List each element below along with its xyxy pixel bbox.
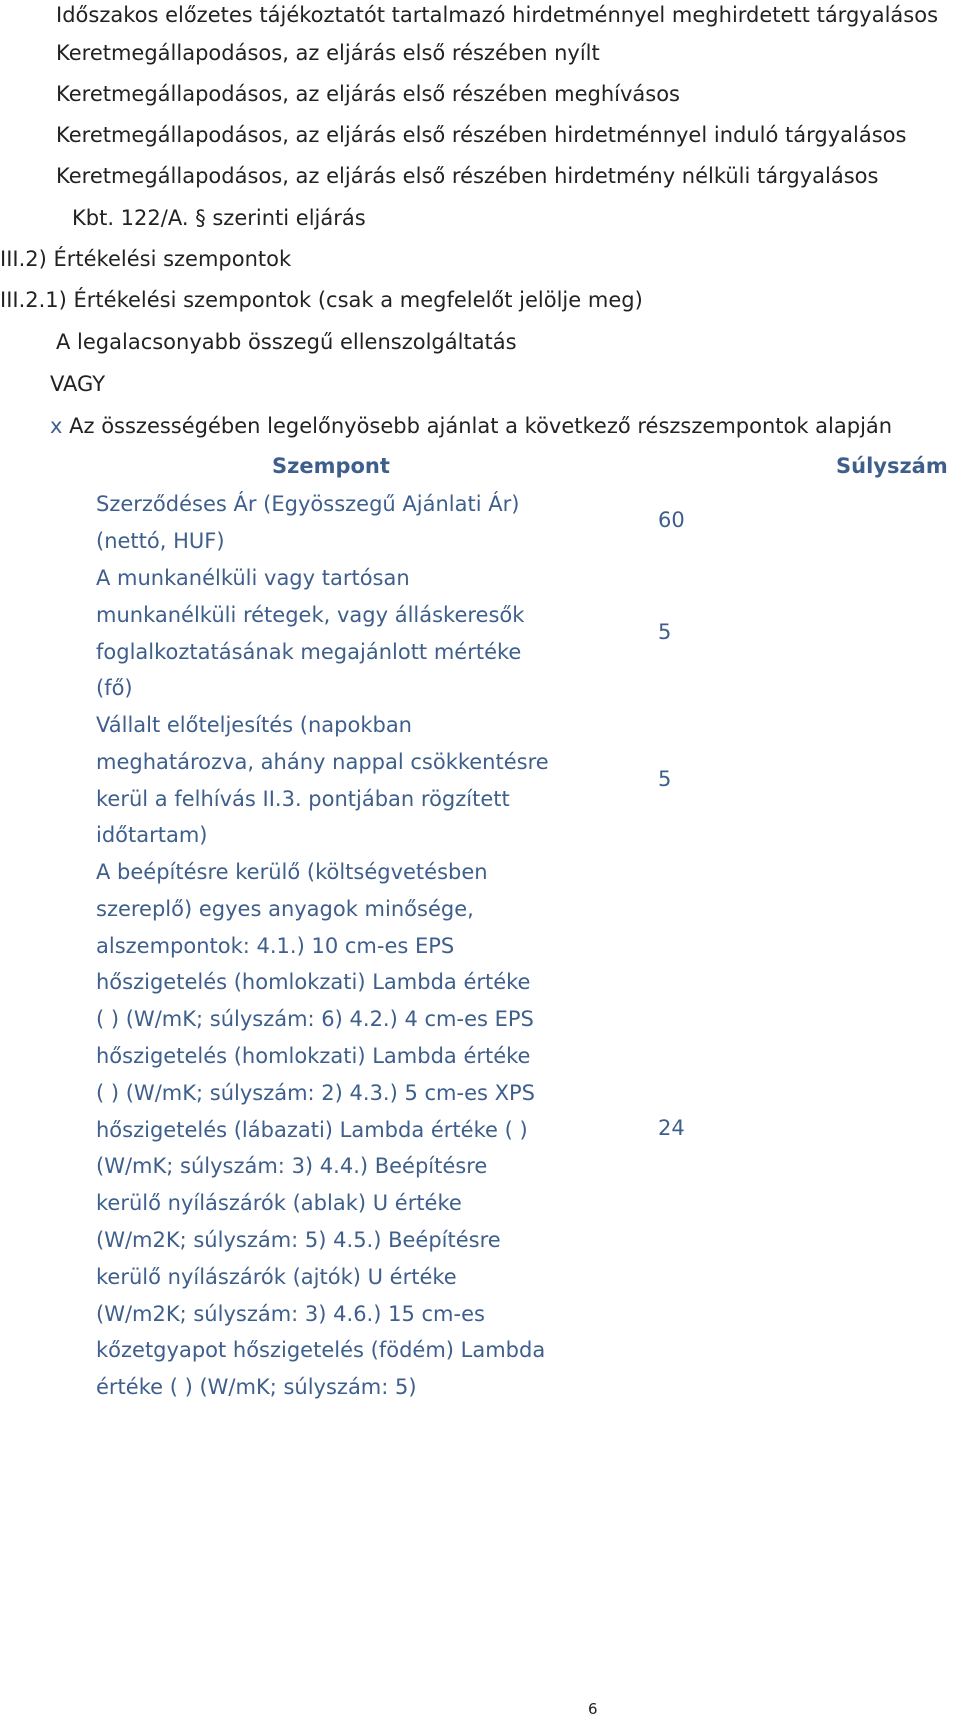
criterion-text-line: munkanélküli rétegek, vagy álláskeresők bbox=[96, 602, 525, 627]
procedure-type-1: Időszakos előzetes tájékoztatót tartalmazó hirdetménnyel meghirdetett tárgyalásos bbox=[56, 3, 939, 27]
criterion-text-line: (W/m2K; súlyszám: 5) 4.5.) Beépítésre bbox=[96, 1227, 501, 1252]
checked-mark: x bbox=[50, 414, 63, 438]
criterion-text-line: kerül a felhívás II.3. pontjában rögzített bbox=[96, 786, 510, 811]
table-row-4-weight: 24 bbox=[658, 1116, 685, 1140]
criterion-text-line: (nettó, HUF) bbox=[96, 528, 225, 553]
criterion-text-line: foglalkoztatásának megajánlott mértéke bbox=[96, 639, 522, 664]
option-best-value-row bbox=[50, 413, 892, 439]
criterion-text-line: kerülő nyílászárók (ablak) U értéke bbox=[96, 1191, 462, 1216]
option-lowest-price: A legalacsonyabb összegű ellenszolgáltatás bbox=[56, 330, 517, 354]
criterion-text-line: Vállalt előteljesítés (napokban bbox=[96, 713, 412, 737]
criterion-text-line: A beépítésre kerülő (költségvetésben bbox=[96, 860, 488, 884]
subsection-heading: III.2.1) Értékelési szempontok (csak a megfelelőt jelölje meg) bbox=[0, 288, 643, 312]
page-number: 6 bbox=[588, 1700, 598, 1718]
table-row-2-criterion bbox=[96, 560, 524, 707]
table-row-3-weight: 5 bbox=[658, 767, 672, 791]
criterion-text-line: hőszigetelés (homlokzati) Lambda értéke bbox=[96, 1043, 531, 1068]
criterion-text-line: időtartam) bbox=[96, 823, 208, 848]
criterion-text-line: hőszigetelés (lábazati) Lambda értéke ( ) bbox=[96, 1117, 528, 1142]
criterion-text-line: kerülő nyílászárók (ajtók) U értéke bbox=[96, 1264, 457, 1289]
criterion-text-line: (W/m2K; súlyszám: 3) 4.6.) 15 cm-es bbox=[96, 1301, 485, 1326]
procedure-type-5: Keretmegállapodásos, az eljárás első részében hirdetmény nélküli tárgyalásos bbox=[56, 164, 879, 188]
criterion-text-line: hőszigetelés (homlokzati) Lambda értéke bbox=[96, 970, 531, 995]
criterion-text-line: (W/mK; súlyszám: 3) 4.4.) Beépítésre bbox=[96, 1154, 488, 1179]
option-best-value: Az összességében legelőnyösebb ajánlat a következő részszempontok alapján bbox=[69, 414, 893, 438]
procedure-type-6: Kbt. 122/A. § szerinti eljárás bbox=[72, 206, 366, 230]
or-text: VAGY bbox=[50, 372, 106, 396]
criterion-text-line: A munkanélküli vagy tartósan bbox=[96, 566, 410, 590]
criterion-text-line: kőzetgyapot hőszigetelés (födém) Lambda bbox=[96, 1338, 546, 1363]
procedure-type-3: Keretmegállapodásos, az eljárás első részében meghívásos bbox=[56, 82, 680, 106]
section-heading: III.2) Értékelési szempontok bbox=[0, 247, 292, 271]
criterion-text-line: ( ) (W/mK; súlyszám: 2) 4.3.) 5 cm-es XPS bbox=[96, 1080, 536, 1105]
table-row-1-criterion bbox=[96, 486, 519, 560]
table-row-4-criterion bbox=[96, 854, 545, 1406]
criterion-text-line: ( ) (W/mK; súlyszám: 6) 4.2.) 4 cm-es EPS bbox=[96, 1007, 534, 1032]
criterion-text-line: meghatározva, ahány nappal csökkentésre bbox=[96, 749, 549, 774]
criterion-text-line: Szerződéses Ár (Egyösszegű Ajánlati Ár) bbox=[96, 492, 520, 516]
criterion-text-line: alszempontok: 4.1.) 10 cm-es EPS bbox=[96, 933, 455, 958]
table-header-weight: Súlyszám bbox=[836, 454, 948, 478]
criterion-text-line: szereplő) egyes anyagok minősége, bbox=[96, 896, 474, 921]
table-header-criterion: Szempont bbox=[272, 454, 390, 478]
criterion-text-line: (fő) bbox=[96, 676, 133, 701]
criterion-text-line: értéke ( ) (W/mK; súlyszám: 5) bbox=[96, 1375, 417, 1400]
procedure-type-2: Keretmegállapodásos, az eljárás első részében nyílt bbox=[56, 41, 600, 65]
procedure-type-4: Keretmegállapodásos, az eljárás első részében hirdetménnyel induló tárgyalásos bbox=[56, 123, 907, 147]
table-row-3-criterion bbox=[96, 707, 549, 854]
table-row-1-weight: 60 bbox=[658, 508, 685, 532]
table-row-2-weight: 5 bbox=[658, 620, 672, 644]
